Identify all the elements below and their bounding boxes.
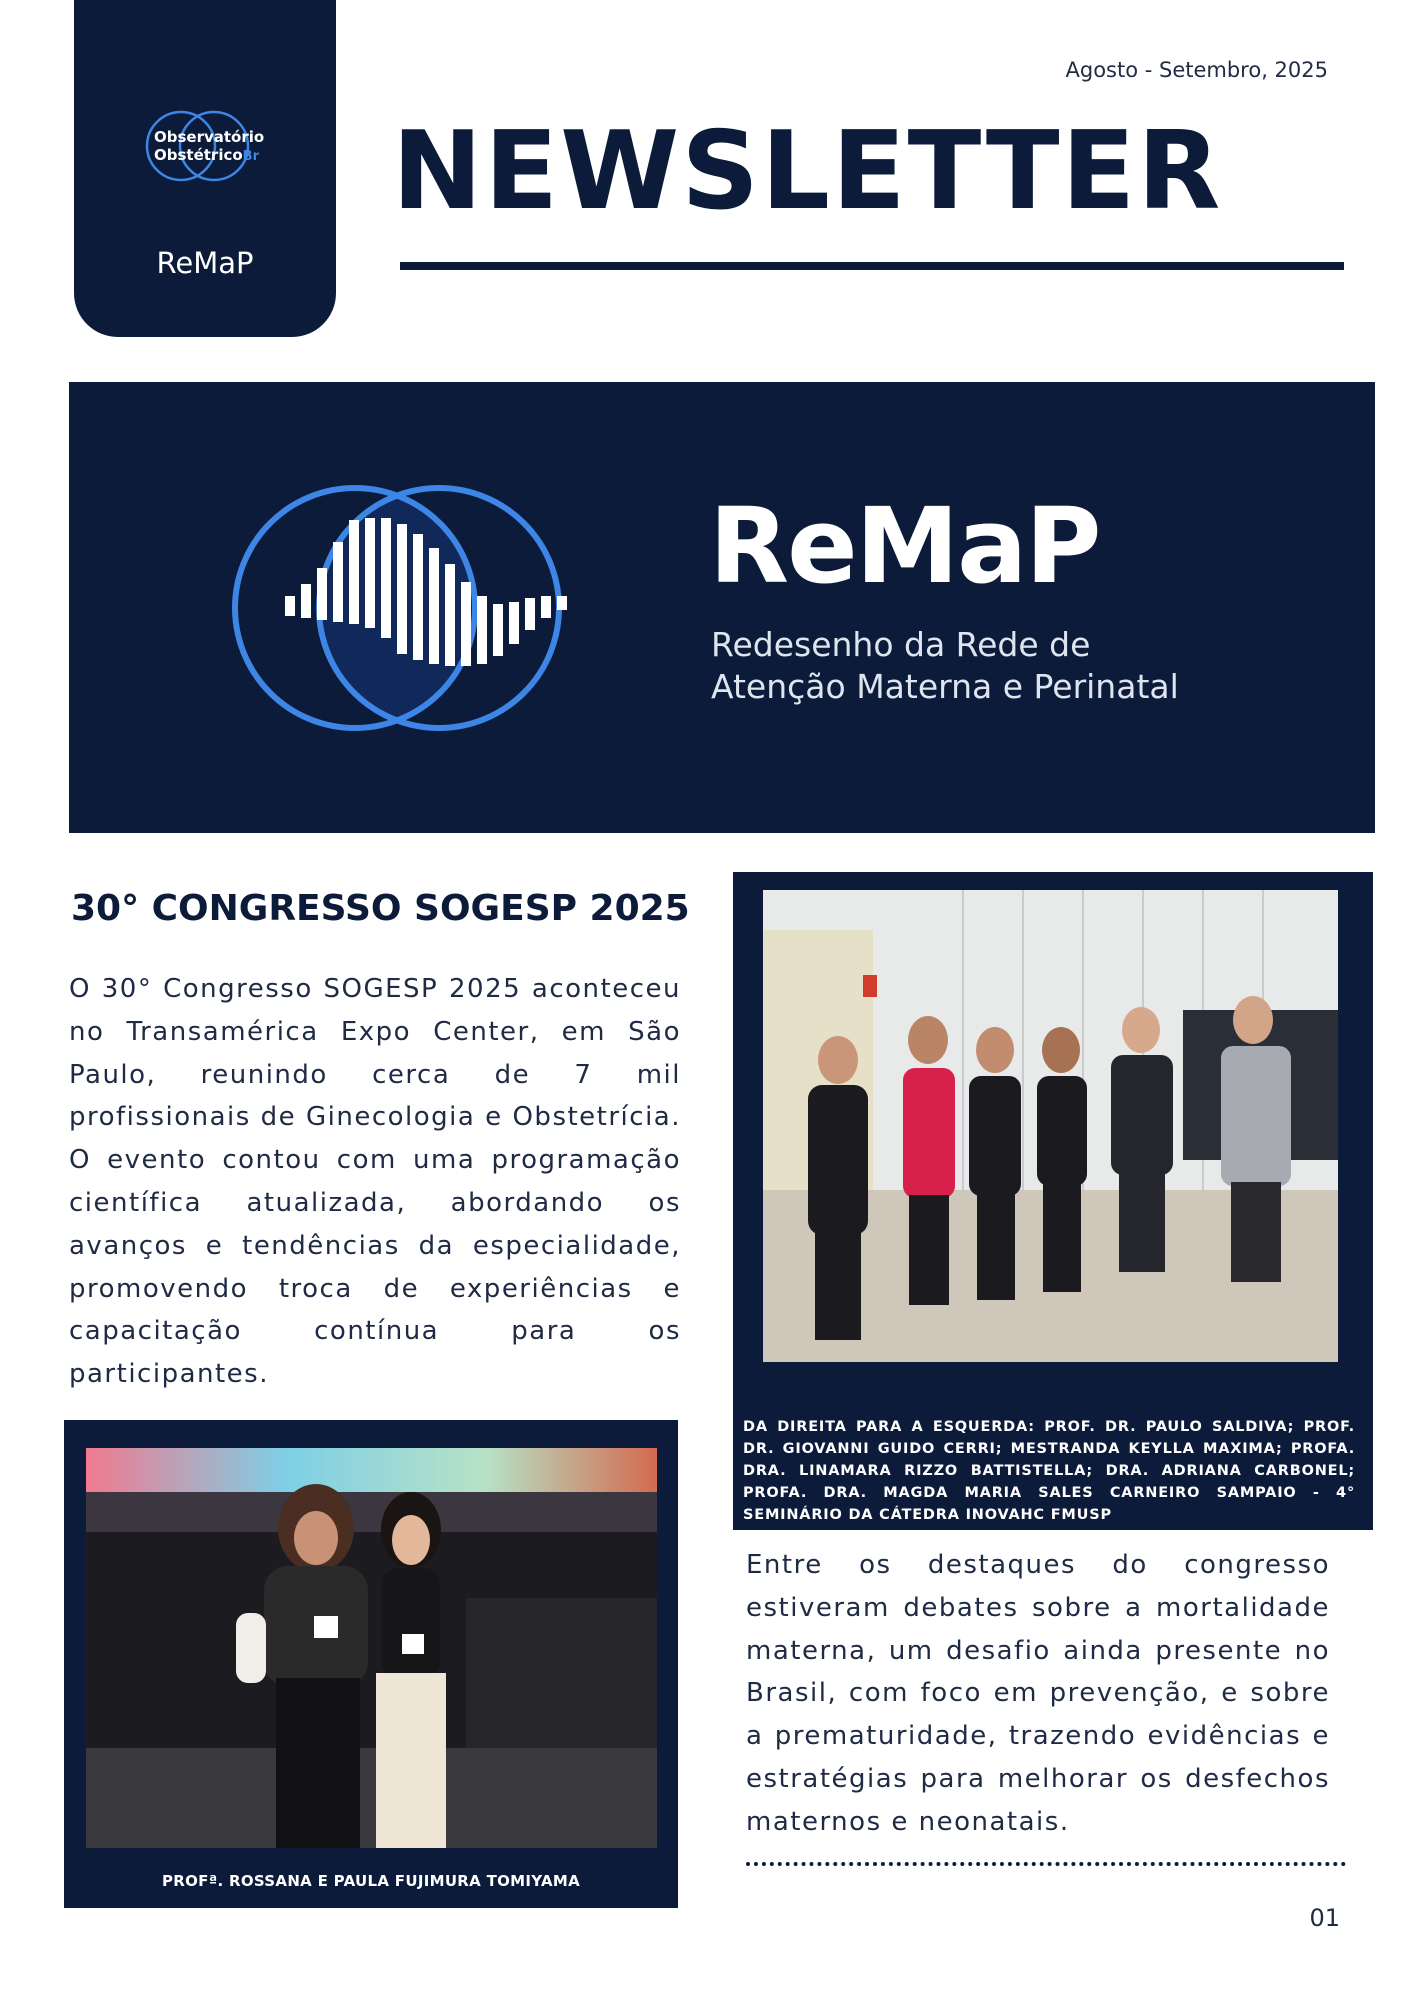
brand-tab xyxy=(74,0,336,337)
banner-brand: ReMaP xyxy=(709,485,1100,607)
banner-subtitle-line-2: Atenção Materna e Perinatal xyxy=(711,667,1179,706)
banner-subtitle-line-1: Redesenho da Rede de xyxy=(711,625,1091,664)
dotted-divider xyxy=(746,1862,1346,1866)
article-paragraph-1: O 30° Congresso SOGESP 2025 aconteceu no Transamérica Expo Center, em São Paulo, reunindo cerca de 7 mil profissionais de Ginecologia e Obstetrícia. O evento contou com uma programação científica atualizada, abordando os avanços e tendências da especialidade, promovendo troca de experiências e capacitação contínua para os participantes. xyxy=(69,974,681,1390)
article-heading: 30° CONGRESSO SOGESP 2025 xyxy=(71,888,690,929)
remap-banner xyxy=(69,382,1375,833)
banner-subtitle xyxy=(711,624,1179,708)
photo-frame-group xyxy=(733,872,1373,1530)
page-number: 01 xyxy=(1309,1904,1340,1932)
logo-line-2: ObstétricoBr xyxy=(154,146,259,164)
group-photo-caption: DA DIREITA PARA A ESQUERDA: PROF. DR. PAULO SALDIVA; PROF. DR. GIOVANNI GUIDO CERRI; MESTRANDA KEYLLA MAXIMA; PROFA. DRA. LINAMARA RIZZO BATTISTELLA; DRA. ADRIANA CARBONEL; PROFA. DRA. MAGDA MARIA SALES CARNEIRO SAMPAIO - 4° SEMINÁRIO DA CÁTEDRA INOVAHC FMUSP xyxy=(743,1419,1355,1523)
duo-photo xyxy=(86,1448,657,1848)
remap-logo-icon xyxy=(229,460,669,760)
group-photo xyxy=(763,890,1338,1362)
duo-photo-caption: PROFª. ROSSANA E PAULA FUJIMURA TOMIYAMA xyxy=(161,1872,581,1890)
issue-date: Agosto - Setembro, 2025 xyxy=(1065,58,1328,82)
photo-frame-duo xyxy=(64,1420,678,1908)
logo-suffix: Br xyxy=(242,149,259,164)
logo-line-1: Observatório xyxy=(154,128,265,146)
tab-label: ReMaP xyxy=(156,246,254,280)
observatorio-logo xyxy=(136,108,286,188)
article-paragraph-2: Entre os destaques do congresso estiveram debates sobre a mortalidade materna, um desafio ainda presente no Brasil, com foco em prevenção, e sobre a prematuridade, trazendo evidências e estratégias para melhorar os desfechos maternos e neonatais. xyxy=(746,1550,1330,1837)
title-divider xyxy=(400,262,1344,270)
page-title: NEWSLETTER xyxy=(392,109,1223,234)
duo-photo-image xyxy=(86,1448,657,1848)
group-photo-image xyxy=(763,890,1338,1362)
